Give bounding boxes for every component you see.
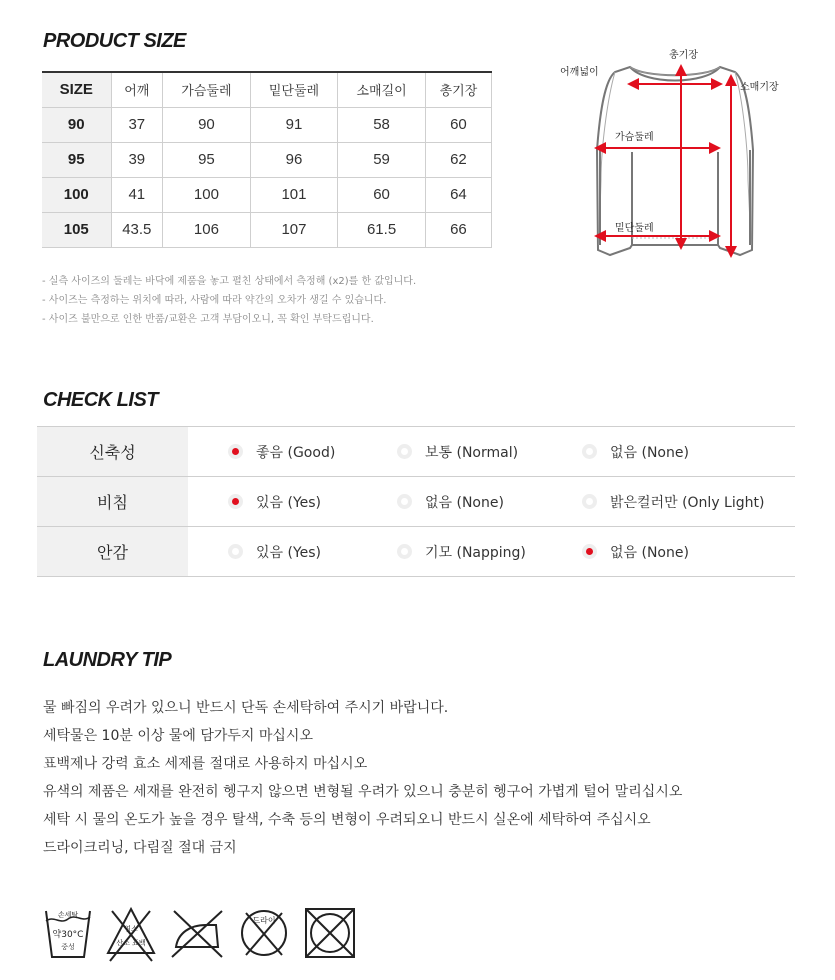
size-table-header bbox=[42, 72, 492, 107]
svg-text:염소: 염소 bbox=[124, 925, 138, 933]
no-iron-icon bbox=[172, 911, 222, 957]
no-tumble-dry-icon bbox=[306, 909, 354, 957]
laundry-tip-title: LAUNDRY TIP bbox=[43, 649, 172, 671]
size-notes bbox=[42, 272, 416, 329]
option-label: 보통 (Normal) bbox=[425, 444, 519, 461]
value-cell: 39 bbox=[111, 142, 163, 177]
value-cell: 64 bbox=[425, 177, 491, 212]
size-note: - 사이즈 불만으로 인한 반품/교환은 고객 부담이오니, 꼭 확인 부탁드립니다. bbox=[42, 314, 374, 325]
svg-text:산소 표백: 산소 표백 bbox=[116, 939, 146, 947]
header-length: 총기장 bbox=[425, 72, 491, 107]
value-cell: 107 bbox=[250, 212, 338, 247]
product-size-title: PRODUCT SIZE bbox=[43, 30, 186, 52]
size-note: - 사이즈는 측정하는 위치에 따라, 사람에 따라 약간의 오차가 생길 수 있습니다. bbox=[42, 295, 387, 306]
size-cell: 100 bbox=[42, 177, 111, 212]
laundry-tip-list bbox=[43, 694, 682, 862]
radio-selected-icon bbox=[582, 544, 597, 559]
value-cell: 61.5 bbox=[338, 212, 426, 247]
value-cell: 91 bbox=[250, 107, 338, 142]
value-cell: 101 bbox=[250, 177, 338, 212]
check-row-label: 비침 bbox=[37, 477, 188, 526]
care-icons-svg bbox=[44, 905, 364, 965]
laundry-tip-line: 물 빠짐의 우려가 있으니 반드시 단독 손세탁하여 주시기 바랍니다. bbox=[43, 700, 449, 716]
no-bleach-icon bbox=[108, 909, 154, 961]
laundry-tip-line: 유색의 제품은 세재를 완전히 헹구지 않으면 변형될 우려가 있으니 충분히 헹구어 가볍게 털어 말리십시오 bbox=[43, 784, 683, 800]
check-row-label: 신축성 bbox=[37, 427, 188, 476]
check-row-lining bbox=[37, 527, 795, 577]
laundry-tip-line: 표백제나 강력 효소 세제를 절대로 사용하지 마십시오 bbox=[43, 756, 368, 772]
svg-text:드라이: 드라이 bbox=[252, 916, 276, 925]
hand-wash-icon bbox=[46, 910, 90, 957]
care-icons bbox=[44, 905, 364, 965]
value-cell: 60 bbox=[338, 177, 426, 212]
value-cell: 66 bbox=[425, 212, 491, 247]
header-chest: 가슴둘레 bbox=[163, 72, 251, 107]
value-cell: 106 bbox=[163, 212, 251, 247]
radio-empty-icon bbox=[397, 444, 412, 459]
check-option bbox=[228, 427, 335, 476]
check-option bbox=[228, 527, 321, 576]
header-hem: 밑단둘레 bbox=[250, 72, 338, 107]
value-cell: 90 bbox=[163, 107, 251, 142]
option-label: 없음 (None) bbox=[610, 544, 689, 561]
svg-text:중성: 중성 bbox=[61, 943, 75, 951]
option-label: 없음 (None) bbox=[610, 444, 689, 461]
check-option bbox=[397, 477, 504, 526]
shoulder-label: 어깨넓이 bbox=[560, 67, 599, 78]
table-row bbox=[42, 107, 492, 142]
check-list bbox=[37, 426, 795, 577]
value-cell: 60 bbox=[425, 107, 491, 142]
option-label: 기모 (Napping) bbox=[425, 544, 526, 561]
check-row-transparency bbox=[37, 477, 795, 527]
value-cell: 41 bbox=[111, 177, 163, 212]
radio-empty-icon bbox=[582, 444, 597, 459]
check-list-title: CHECK LIST bbox=[43, 389, 158, 411]
value-cell: 58 bbox=[338, 107, 426, 142]
value-cell: 100 bbox=[163, 177, 251, 212]
check-option bbox=[397, 427, 518, 476]
value-cell: 96 bbox=[250, 142, 338, 177]
header-shoulder: 어깨 bbox=[111, 72, 163, 107]
laundry-tip-line: 세탁물은 10분 이상 물에 담가두지 마십시오 bbox=[43, 728, 313, 744]
option-label: 없음 (None) bbox=[425, 494, 504, 511]
size-cell: 90 bbox=[42, 107, 111, 142]
table-row bbox=[42, 177, 492, 212]
laundry-tip-line: 드라이크리닝, 다림질 절대 금지 bbox=[43, 840, 237, 856]
check-option bbox=[228, 477, 321, 526]
sleeve-label: 소매기장 bbox=[740, 82, 779, 93]
check-option bbox=[582, 477, 764, 526]
radio-selected-icon bbox=[228, 444, 243, 459]
header-sleeve: 소매길이 bbox=[338, 72, 426, 107]
header-size: SIZE bbox=[42, 72, 111, 107]
check-option bbox=[397, 527, 526, 576]
size-cell: 95 bbox=[42, 142, 111, 177]
size-note: - 실측 사이즈의 둘레는 바닥에 제품을 놓고 펼친 상태에서 측정해 (x2)를 한 값입니다. bbox=[42, 276, 417, 287]
total-length-label: 총기장 bbox=[669, 50, 698, 61]
table-row bbox=[42, 142, 492, 177]
radio-empty-icon bbox=[397, 494, 412, 509]
value-cell: 43.5 bbox=[111, 212, 163, 247]
size-table bbox=[42, 71, 492, 248]
option-label: 있음 (Yes) bbox=[256, 544, 322, 561]
value-cell: 62 bbox=[425, 142, 491, 177]
size-cell: 105 bbox=[42, 212, 111, 247]
no-dry-clean-icon bbox=[242, 911, 286, 955]
check-option bbox=[582, 527, 689, 576]
radio-selected-icon bbox=[228, 494, 243, 509]
option-label: 밝은컬러만 (Only Light) bbox=[610, 494, 765, 511]
svg-text:손세탁: 손세탁 bbox=[57, 911, 79, 919]
option-label: 있음 (Yes) bbox=[256, 494, 322, 511]
option-label: 좋음 (Good) bbox=[256, 444, 336, 461]
garment-measure-diagram bbox=[555, 40, 795, 270]
radio-empty-icon bbox=[228, 544, 243, 559]
check-row-stretch bbox=[37, 427, 795, 477]
radio-empty-icon bbox=[582, 494, 597, 509]
table-row bbox=[42, 212, 492, 247]
value-cell: 37 bbox=[111, 107, 163, 142]
laundry-tip-line: 세탁 시 물의 온도가 높을 경우 탈색, 수축 등의 변형이 우려되오니 반드시 실온에 세탁하여 주십시오 bbox=[43, 812, 651, 828]
radio-empty-icon bbox=[397, 544, 412, 559]
value-cell: 95 bbox=[163, 142, 251, 177]
value-cell: 59 bbox=[338, 142, 426, 177]
chest-label: 가슴둘레 bbox=[615, 132, 654, 143]
check-row-label: 안감 bbox=[37, 527, 188, 576]
check-option bbox=[582, 427, 689, 476]
hem-label: 밑단둘레 bbox=[615, 223, 654, 234]
svg-text:약30°C: 약30°C bbox=[52, 930, 84, 940]
